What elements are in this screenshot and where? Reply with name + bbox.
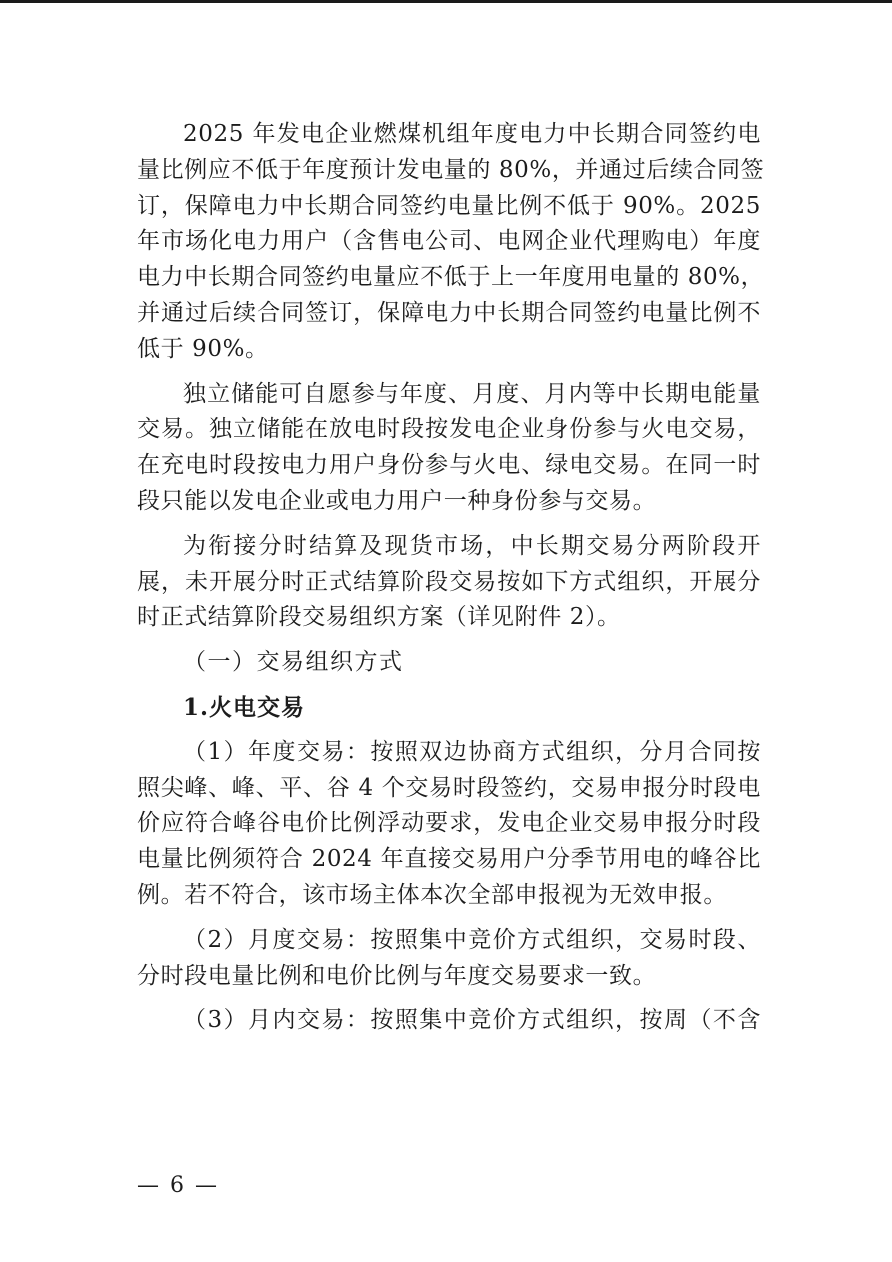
page-top-border (0, 0, 892, 3)
text-line: 年市场化电力用户（含售电公司、电网企业代理购电）年度 (137, 228, 761, 255)
section-heading: （一）交易组织方式 (183, 649, 404, 676)
text-line: 订，保障电力中长期合同签约电量比例不低于 90%。2025 (137, 192, 761, 219)
paragraph-two-stage-trading (137, 529, 761, 636)
text-line: （1）年度交易：按照双边协商方式组织，分月合同按 (183, 738, 761, 765)
text-line: 段只能以发电企业或电力用户一种身份参与交易。 (137, 487, 657, 514)
item-annual-trading (137, 735, 761, 914)
text-line: 交易。独立储能在放电时段按发电企业身份参与火电交易， (137, 416, 761, 443)
text-line: 时正式结算阶段交易组织方案（详见附件 2）。 (137, 604, 621, 631)
text-line: 照尖峰、峰、平、谷 4 个交易时段签约，交易申报分时段电 (137, 774, 761, 801)
item-monthly-trading (137, 923, 761, 995)
text-line: 为衔接分时结算及现货市场，中长期交易分两阶段开 (183, 532, 761, 559)
item-intra-month-trading (137, 1003, 761, 1039)
text-line: 展，未开展分时正式结算阶段交易按如下方式组织，开展分 (137, 568, 761, 595)
text-line: 电力中长期合同签约电量应不低于上一年度用电量的 80%， (137, 264, 765, 291)
text-line: 低于 90%。 (137, 335, 269, 362)
text-line: 电量比例须符合 2024 年直接交易用户分季节用电的峰谷比 (137, 846, 761, 873)
text-line: 2025 年发电企业燃煤机组年度电力中长期合同签约电 (183, 121, 761, 147)
text-line: 独立储能可自愿参与年度、月度、月内等中长期电能量 (183, 380, 761, 407)
document-page-body (137, 117, 765, 1039)
page-number: — 6 — (137, 1173, 219, 1198)
paragraph-contract-ratio (137, 117, 765, 368)
text-line: 例。若不符合，该市场主体本次全部申报视为无效申报。 (137, 881, 727, 908)
text-line: 分时段电量比例和电价比例与年度交易要求一致。 (137, 962, 657, 989)
text-line: 并通过后续合同签订，保障电力中长期合同签约电量比例不 (137, 299, 761, 326)
text-line: （3）月内交易：按照集中竞价方式组织，按周（不含 (183, 1007, 761, 1034)
text-line: 在充电时段按电力用户身份参与火电、绿电交易。在同一时 (137, 452, 761, 479)
text-line: 价应符合峰谷电价比例浮动要求，发电企业交易申报分时段 (137, 810, 761, 837)
text-line: 量比例应不低于年度预计发电量的 80%，并通过后续合同签 (137, 156, 765, 183)
paragraph-independent-storage (137, 377, 761, 520)
text-line: （2）月度交易：按照集中竞价方式组织，交易时段、 (183, 926, 761, 953)
subsection-heading: 1.火电交易 (183, 693, 306, 721)
